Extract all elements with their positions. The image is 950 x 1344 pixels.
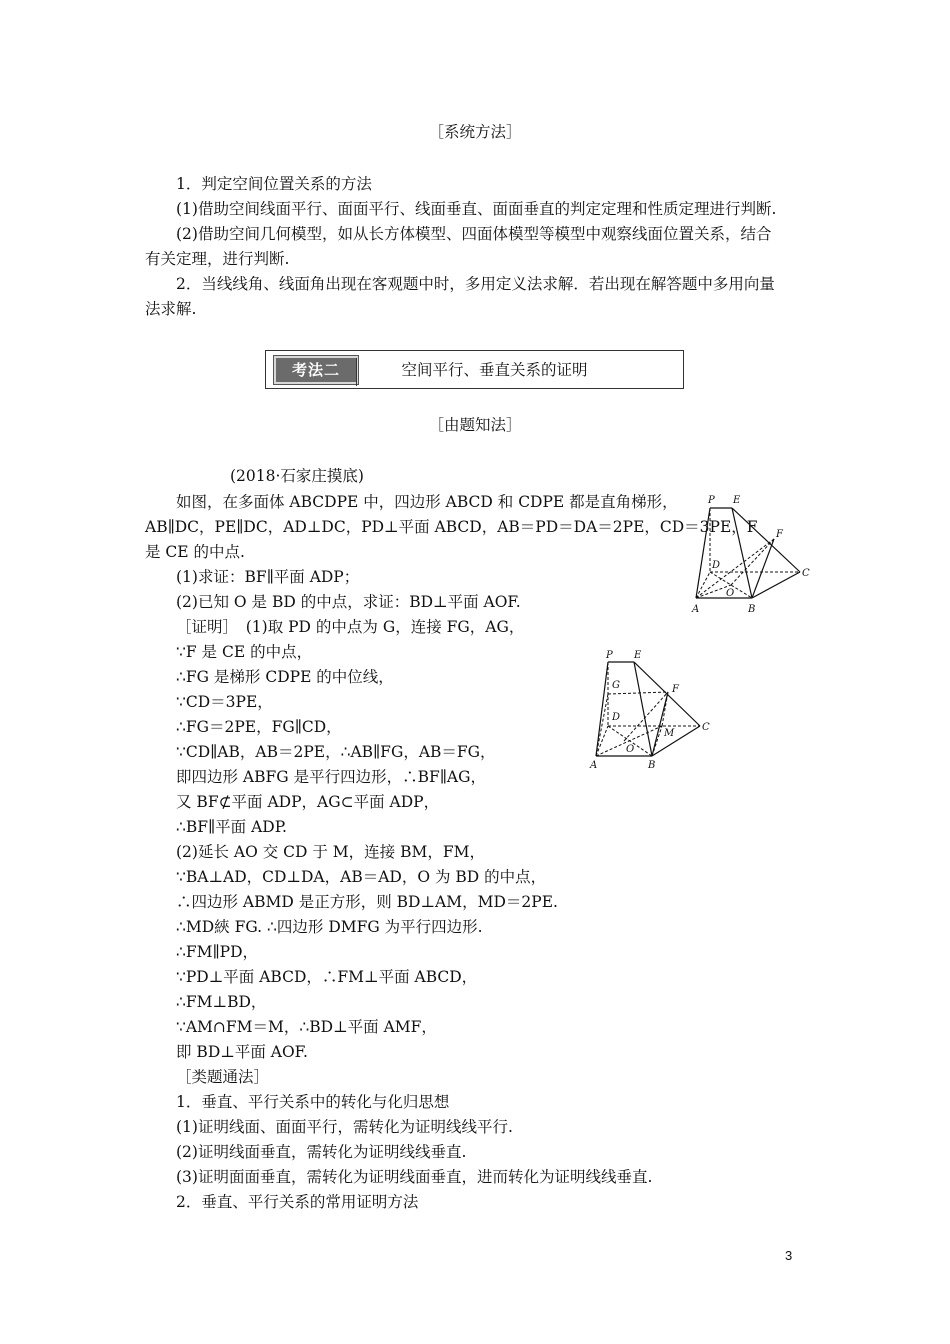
summary-heading: ［类题通法］ [176, 1068, 270, 1086]
label-e: E [733, 495, 741, 506]
edge-ec [732, 508, 800, 572]
problem-line: 如图，在多面体 ABCDPE 中，四边形 ABCD 和 CDPE 都是直角梯形， [176, 493, 678, 511]
label-d: D [612, 712, 621, 723]
proof-line: ∵CD∥AB，AB＝2PE，∴AB∥FG，AB＝FG， [176, 743, 496, 761]
label-o: O [626, 744, 635, 755]
label-g: G [612, 680, 620, 691]
label-c: C [802, 568, 810, 579]
polyhedron-figure-1 [690, 490, 820, 620]
method-line: 2．当线线角、线面角出现在客观题中时，多用定义法求解．若出现在解答题中多用向量 [176, 275, 775, 293]
method-line: (1)借助空间线面平行、面面平行、线面垂直、面面垂直的判定定理和性质定理进行判断. [176, 200, 777, 218]
proof-line: ∵F 是 CE 的中点， [176, 643, 313, 661]
proof-line: (2)延长 AO 交 CD 于 M，连接 BM，FM， [176, 843, 485, 861]
label-f: F [672, 684, 679, 695]
polyhedron-figure-2 [588, 648, 718, 772]
problem-line: 是 CE 的中点. [145, 543, 245, 561]
edge-gf [608, 692, 668, 694]
method-line: 法求解. [145, 300, 197, 318]
proof-line: ∴FM∥PD， [176, 943, 259, 961]
summary-line: 1．垂直、平行关系中的转化与化归思想 [176, 1093, 450, 1111]
problem-line: AB∥DC，PE∥DC，AD⊥DC，PD⊥平面 ABCD，AB＝PD＝DA＝2PE，CD＝3PE，F [145, 518, 758, 536]
proof-line: ∵CD＝3PE， [176, 693, 273, 711]
label-a: A [590, 760, 598, 771]
edge-eb [732, 508, 752, 598]
label-p: P [606, 650, 613, 661]
label-m: M [664, 728, 675, 739]
summary-line: (2)证明线面垂直，需转化为证明线线垂直. [176, 1143, 467, 1161]
method-line: 1．判定空间位置关系的方法 [176, 175, 372, 193]
label-p: P [708, 495, 715, 506]
edge-bf [652, 692, 668, 756]
edge-bf [752, 539, 774, 598]
section-header [265, 350, 684, 389]
edge-ag [596, 694, 608, 756]
proof-line: ∴四边形 ABMD 是正方形，则 BD⊥AM，MD＝2PE. [176, 893, 558, 911]
label-f: F [776, 529, 783, 540]
problem-line: (1)求证：BF∥平面 ADP； [176, 568, 360, 586]
method-line: 有关定理，进行判断. [145, 250, 290, 268]
edge-bc [752, 572, 800, 598]
example-heading: ［由题知法］ [428, 416, 522, 434]
proof-line: ∵AM∩FM＝M，∴BD⊥平面 AMF， [176, 1018, 437, 1036]
edge-af [696, 539, 774, 598]
proof-line: ∴BF∥平面 ADP. [176, 818, 287, 836]
page-number: 3 [785, 1248, 793, 1263]
proof-line: ∴MD綊 FG. ∴四边形 DMFG 为平行四边形. [176, 918, 483, 936]
label-d: D [712, 560, 721, 571]
summary-line: (1)证明线面、面面平行，需转化为证明线线平行. [176, 1118, 513, 1136]
edge-bc [652, 726, 700, 756]
proof-line: ∴FG＝2PE，FG∥CD， [176, 718, 342, 736]
method-heading: ［系统方法］ [428, 123, 522, 141]
method-line: (2)借助空间几何模型，如从长方体模型、四面体模型等模型中观察线面位置关系，结合 [176, 225, 772, 243]
proof-line: 即 BD⊥平面 AOF. [176, 1043, 308, 1061]
proof-line: 又 BF⊄平面 ADP，AG⊂平面 ADP， [176, 793, 440, 811]
label-b: B [648, 760, 656, 771]
label-a: A [692, 604, 700, 615]
label-e: E [634, 650, 642, 661]
label-o: O [726, 588, 735, 599]
example-source: (2018·石家庄摸底) [230, 467, 364, 485]
section-tag: 考法二 [274, 356, 358, 384]
proof-line: ∴FG 是梯形 CDPE 的中位线， [176, 668, 394, 686]
proof-line: ［证明］ (1)取 PD 的中点为 G，连接 FG，AG， [176, 618, 525, 636]
summary-line: (3)证明面面垂直，需转化为证明线面垂直，进而转化为证明线线垂直. [176, 1168, 653, 1186]
proof-line: 即四边形 ABFG 是平行四边形，∴BF∥AG， [176, 768, 486, 786]
edge-of [731, 539, 774, 585]
proof-line: ∵BA⊥AD，CD⊥DA，AB＝AD，O 为 BD 的中点， [176, 868, 547, 886]
proof-line: ∴FM⊥BD， [176, 993, 267, 1011]
label-b: B [748, 604, 756, 615]
problem-line: (2)已知 O 是 BD 的中点，求证：BD⊥平面 AOF. [176, 593, 521, 611]
summary-line: 2．垂直、平行关系的常用证明方法 [176, 1193, 419, 1211]
section-title: 空间平行、垂直关系的证明 [401, 361, 588, 379]
proof-line: ∵PD⊥平面 ABCD，∴FM⊥平面 ABCD， [176, 968, 478, 986]
label-c: C [702, 722, 710, 733]
